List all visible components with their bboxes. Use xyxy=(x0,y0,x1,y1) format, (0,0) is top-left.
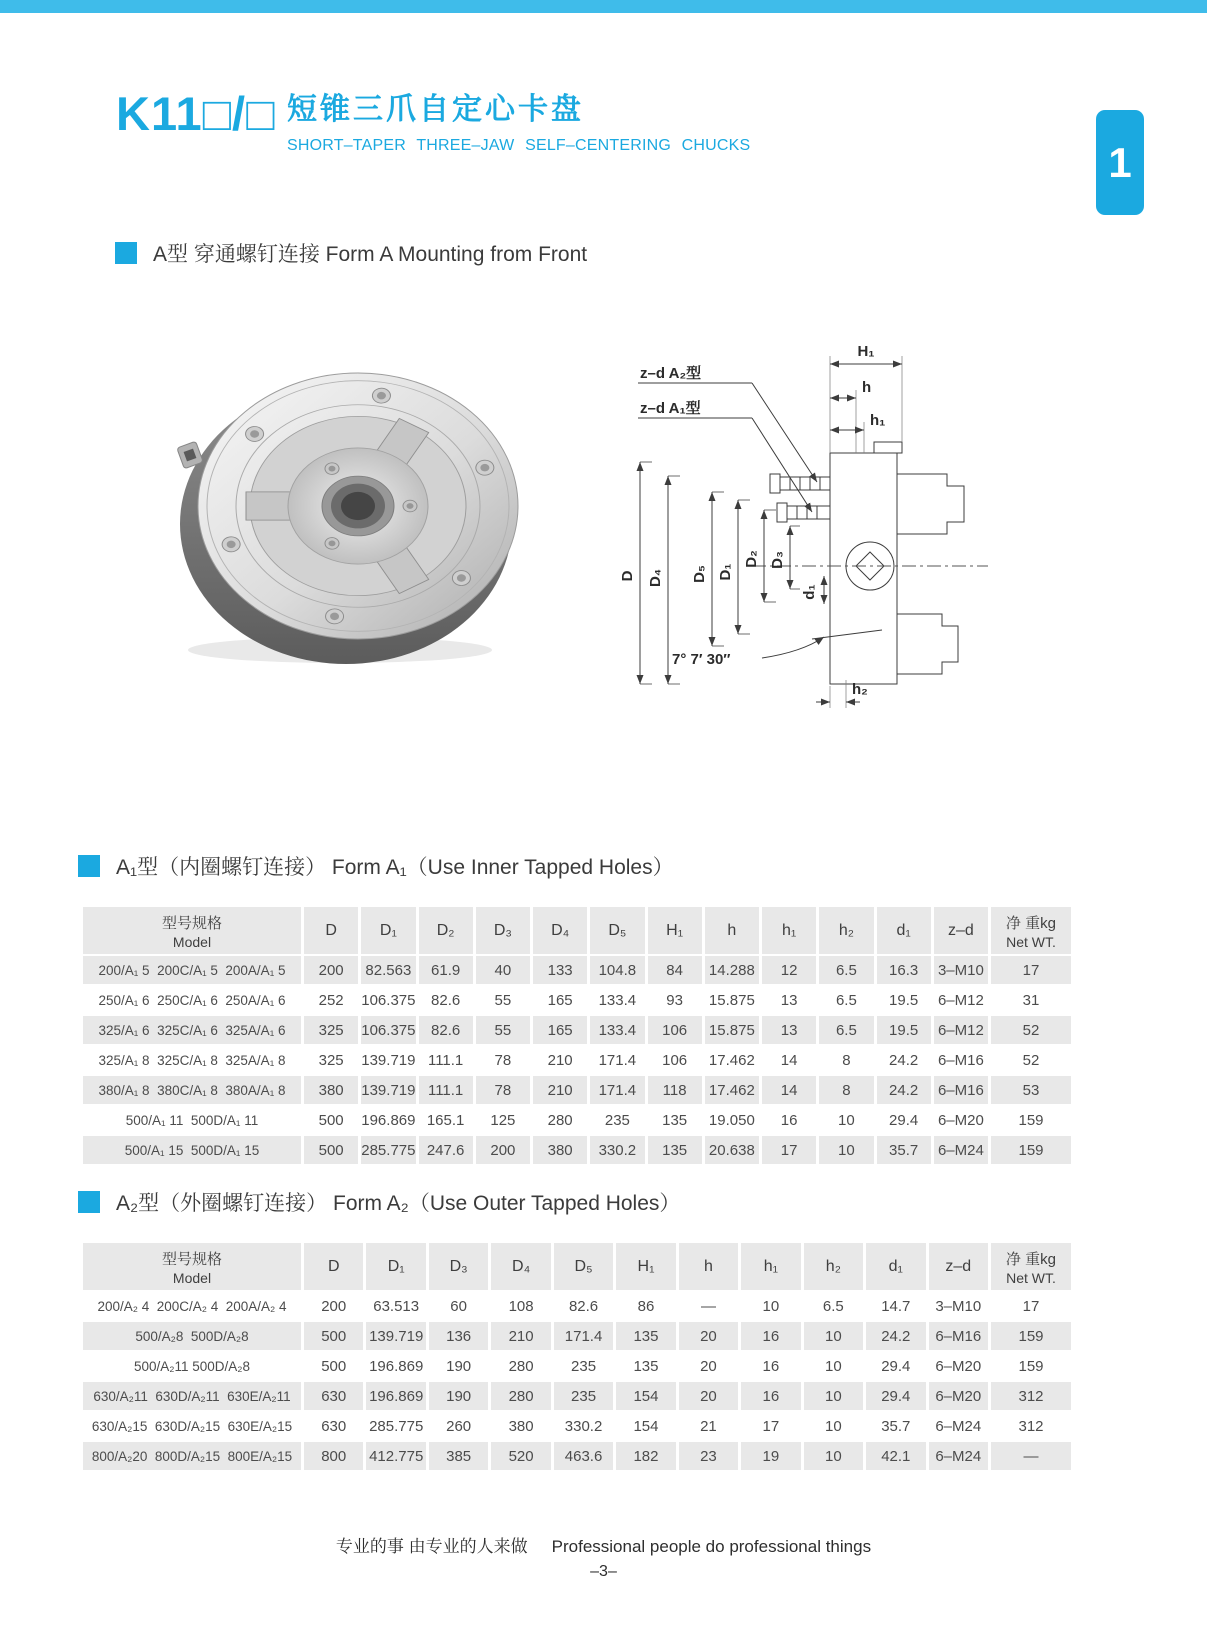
value-cell: 17.462 xyxy=(705,1076,759,1104)
value-cell: 6–M24 xyxy=(934,1136,988,1164)
value-cell: 6.5 xyxy=(819,956,873,984)
dim-label-h: h xyxy=(862,379,872,396)
value-cell: 24.2 xyxy=(877,1046,931,1074)
value-cell: 31 xyxy=(991,986,1071,1014)
value-cell: 3–M10 xyxy=(934,956,988,984)
value-cell: 29.4 xyxy=(877,1106,931,1134)
model-cell: 200/A₂ 4 200C/A₂ 4 200A/A₂ 4 xyxy=(83,1292,301,1320)
column-header: d₁ xyxy=(866,1243,925,1290)
value-cell: 154 xyxy=(616,1412,675,1440)
value-cell: 125 xyxy=(476,1106,530,1134)
section-bullet-icon xyxy=(115,242,137,264)
value-cell: 500 xyxy=(304,1352,363,1380)
model-cell: 800/A₂20 800D/A₂15 800E/A₂15 xyxy=(83,1442,301,1470)
chuck-section-body xyxy=(830,453,897,684)
value-cell: 325 xyxy=(304,1016,358,1044)
value-cell: 42.1 xyxy=(866,1442,925,1470)
value-cell: 55 xyxy=(476,986,530,1014)
value-cell: 40 xyxy=(476,956,530,984)
value-cell: 196.869 xyxy=(366,1382,425,1410)
value-cell: 10 xyxy=(804,1412,863,1440)
mounting-bolt-a2 xyxy=(770,474,830,493)
value-cell: 82.6 xyxy=(419,1016,473,1044)
table-row xyxy=(83,1442,1071,1470)
value-cell: 29.4 xyxy=(866,1352,925,1380)
value-cell: 312 xyxy=(991,1412,1071,1440)
value-cell: 159 xyxy=(991,1352,1071,1380)
value-cell: 78 xyxy=(476,1046,530,1074)
value-cell: 380 xyxy=(533,1136,587,1164)
value-cell: 500 xyxy=(304,1136,358,1164)
value-cell: 86 xyxy=(616,1292,675,1320)
column-header: D₄ xyxy=(491,1243,550,1290)
value-cell: 16 xyxy=(741,1322,800,1350)
value-cell: 171.4 xyxy=(590,1046,644,1074)
value-cell: 111.1 xyxy=(419,1076,473,1104)
section-heading-text: A型 穿通螺钉连接 Form A Mounting from Front xyxy=(153,243,588,266)
value-cell: 463.6 xyxy=(554,1442,613,1470)
value-cell: 23 xyxy=(679,1442,738,1470)
form-a2-table xyxy=(80,1241,1074,1472)
table-row xyxy=(83,1322,1071,1350)
model-cell: 630/A₂15 630D/A₂15 630E/A₂15 xyxy=(83,1412,301,1440)
value-cell: 6–M24 xyxy=(929,1412,988,1440)
value-cell: 200 xyxy=(476,1136,530,1164)
value-cell: 29.4 xyxy=(866,1382,925,1410)
value-cell: 60 xyxy=(429,1292,488,1320)
value-cell: 106.375 xyxy=(361,1016,415,1044)
value-cell: 10 xyxy=(804,1382,863,1410)
value-cell: 104.8 xyxy=(590,956,644,984)
value-cell: 800 xyxy=(304,1442,363,1470)
column-header: h₁ xyxy=(762,907,816,954)
value-cell: 16 xyxy=(741,1382,800,1410)
value-cell: 20 xyxy=(679,1382,738,1410)
product-model-code: K11□/□ xyxy=(116,87,276,140)
model-cell: 325/A₁ 6 325C/A₁ 6 325A/A₁ 6 xyxy=(83,1016,301,1044)
value-cell: 6–M16 xyxy=(929,1322,988,1350)
header-row xyxy=(83,907,1071,954)
value-cell: 52 xyxy=(991,1016,1071,1044)
value-cell: 61.9 xyxy=(419,956,473,984)
column-header: D₅ xyxy=(590,907,644,954)
value-cell: 235 xyxy=(554,1352,613,1380)
value-cell: 84 xyxy=(648,956,702,984)
value-cell: 630 xyxy=(304,1382,363,1410)
value-cell: 159 xyxy=(991,1106,1071,1134)
form-a2-table-body xyxy=(83,1292,1071,1470)
value-cell: 139.719 xyxy=(366,1322,425,1350)
value-cell: 135 xyxy=(648,1106,702,1134)
column-header-weight: 净 重kg Net WT. xyxy=(991,907,1071,954)
value-cell: 35.7 xyxy=(866,1412,925,1440)
value-cell: 17 xyxy=(741,1412,800,1440)
value-cell: 6–M20 xyxy=(929,1352,988,1380)
value-cell: 20 xyxy=(679,1352,738,1380)
model-cell: 500/A₁ 11 500D/A₁ 11 xyxy=(83,1106,301,1134)
value-cell: 10 xyxy=(804,1322,863,1350)
table-row xyxy=(83,1292,1071,1320)
value-cell: — xyxy=(991,1442,1071,1470)
value-cell: 53 xyxy=(991,1076,1071,1104)
value-cell: 136 xyxy=(429,1322,488,1350)
value-cell: 280 xyxy=(533,1106,587,1134)
footer-slogan-chinese: 专业的事 由专业的人来做 xyxy=(335,1537,528,1556)
page-number: –3– xyxy=(590,1563,617,1580)
value-cell: 6–M20 xyxy=(934,1106,988,1134)
technical-drawing xyxy=(612,334,992,724)
value-cell: 200 xyxy=(304,956,358,984)
value-cell: 19.5 xyxy=(877,986,931,1014)
value-cell: 312 xyxy=(991,1382,1071,1410)
page-title xyxy=(287,84,750,155)
value-cell: 235 xyxy=(590,1106,644,1134)
value-cell: 133.4 xyxy=(590,1016,644,1044)
dim-label-D2: D₂ xyxy=(743,550,760,568)
column-header: h xyxy=(705,907,759,954)
column-header: z–d xyxy=(929,1243,988,1290)
section-form-a-heading xyxy=(115,238,587,268)
value-cell: 154 xyxy=(616,1382,675,1410)
value-cell: 171.4 xyxy=(590,1076,644,1104)
table-row xyxy=(83,1016,1071,1044)
value-cell: 139.719 xyxy=(361,1046,415,1074)
value-cell: 280 xyxy=(491,1352,550,1380)
value-cell: 35.7 xyxy=(877,1136,931,1164)
value-cell: 106.375 xyxy=(361,986,415,1014)
value-cell: 52 xyxy=(991,1046,1071,1074)
value-cell: 165 xyxy=(533,986,587,1014)
value-cell: 235 xyxy=(554,1382,613,1410)
column-header: z–d xyxy=(934,907,988,954)
value-cell: 165.1 xyxy=(419,1106,473,1134)
value-cell: 24.2 xyxy=(877,1076,931,1104)
value-cell: 196.869 xyxy=(366,1352,425,1380)
value-cell: 6–M12 xyxy=(934,1016,988,1044)
form-a2-table-head xyxy=(83,1243,1071,1290)
value-cell: 330.2 xyxy=(554,1412,613,1440)
dim-label-H1: H₁ xyxy=(857,343,875,360)
table-row xyxy=(83,1412,1071,1440)
model-cell: 500/A₁ 15 500D/A₁ 15 xyxy=(83,1136,301,1164)
value-cell: 135 xyxy=(616,1352,675,1380)
value-cell: 8 xyxy=(819,1046,873,1074)
value-cell: 385 xyxy=(429,1442,488,1470)
value-cell: 15.875 xyxy=(705,1016,759,1044)
value-cell: 82.6 xyxy=(419,986,473,1014)
value-cell: 17.462 xyxy=(705,1046,759,1074)
model-cell: 380/A₁ 8 380C/A₁ 8 380A/A₁ 8 xyxy=(83,1076,301,1104)
table-row xyxy=(83,1136,1071,1164)
value-cell: 16.3 xyxy=(877,956,931,984)
value-cell: 13 xyxy=(762,1016,816,1044)
section-form-a1-heading xyxy=(78,851,674,881)
value-cell: 210 xyxy=(491,1322,550,1350)
value-cell: 6.5 xyxy=(819,986,873,1014)
column-header: H₁ xyxy=(648,907,702,954)
table-row xyxy=(83,1352,1071,1380)
table-row xyxy=(83,956,1071,984)
value-cell: 8 xyxy=(819,1076,873,1104)
model-cell: 325/A₁ 8 325C/A₁ 8 325A/A₁ 8 xyxy=(83,1046,301,1074)
dim-label-zd-a2: z–d A₂型 xyxy=(640,365,702,382)
column-header: D₂ xyxy=(419,907,473,954)
model-cell: 630/A₂11 630D/A₂11 630E/A₂11 xyxy=(83,1382,301,1410)
value-cell: 14 xyxy=(762,1076,816,1104)
model-cell: 500/A₂11 500D/A₂8 xyxy=(83,1352,301,1380)
value-cell: 78 xyxy=(476,1076,530,1104)
value-cell: 20.638 xyxy=(705,1136,759,1164)
column-header: h xyxy=(679,1243,738,1290)
column-header: D₅ xyxy=(554,1243,613,1290)
value-cell: 21 xyxy=(679,1412,738,1440)
value-cell: 10 xyxy=(741,1292,800,1320)
section-bullet-icon xyxy=(78,855,100,877)
header-row xyxy=(83,1243,1071,1290)
value-cell: 6–M16 xyxy=(934,1046,988,1074)
value-cell: 63.513 xyxy=(366,1292,425,1320)
value-cell: 14 xyxy=(762,1046,816,1074)
chuck-photo xyxy=(158,352,548,672)
value-cell: 210 xyxy=(533,1046,587,1074)
value-cell: 210 xyxy=(533,1076,587,1104)
value-cell: 380 xyxy=(491,1412,550,1440)
section-bullet-icon xyxy=(78,1191,100,1213)
value-cell: 14.288 xyxy=(705,956,759,984)
value-cell: 6.5 xyxy=(819,1016,873,1044)
dim-label-D: D xyxy=(619,570,636,582)
column-header: D₁ xyxy=(366,1243,425,1290)
value-cell: 16 xyxy=(762,1106,816,1134)
form-a1-table-body xyxy=(83,956,1071,1164)
column-header: D₃ xyxy=(429,1243,488,1290)
value-cell: 13 xyxy=(762,986,816,1014)
table-row xyxy=(83,1076,1071,1104)
value-cell: 17 xyxy=(991,1292,1071,1320)
value-cell: 159 xyxy=(991,1136,1071,1164)
value-cell: 82.563 xyxy=(361,956,415,984)
value-cell: 200 xyxy=(304,1292,363,1320)
value-cell: 15.875 xyxy=(705,986,759,1014)
chapter-tab: 1 xyxy=(1096,110,1144,215)
value-cell: 6–M16 xyxy=(934,1076,988,1104)
value-cell: 106 xyxy=(648,1016,702,1044)
column-header: D xyxy=(304,1243,363,1290)
dim-label-h1: h₁ xyxy=(870,412,886,429)
value-cell: 10 xyxy=(804,1442,863,1470)
footer-slogan-english: Professional people do professional things xyxy=(551,1537,872,1556)
table-row xyxy=(83,1046,1071,1074)
value-cell: 135 xyxy=(648,1136,702,1164)
value-cell: 118 xyxy=(648,1076,702,1104)
section-heading-text: A₂型（外圈螺钉连接） Form A₂（Use Outer Tapped Holes） xyxy=(116,1192,681,1215)
column-header: D₄ xyxy=(533,907,587,954)
model-cell: 200/A₁ 5 200C/A₁ 5 200A/A₁ 5 xyxy=(83,956,301,984)
value-cell: 6–M20 xyxy=(929,1382,988,1410)
value-cell: 252 xyxy=(304,986,358,1014)
value-cell: 133.4 xyxy=(590,986,644,1014)
column-header: D₁ xyxy=(361,907,415,954)
value-cell: 106 xyxy=(648,1046,702,1074)
title-english: SHORT–TAPER THREE–JAW SELF–CENTERING CHUCKS xyxy=(287,137,751,154)
dim-label-D5: D₅ xyxy=(691,565,708,583)
value-cell: 159 xyxy=(991,1322,1071,1350)
value-cell: 165 xyxy=(533,1016,587,1044)
value-cell: 16 xyxy=(741,1352,800,1380)
value-cell: 3–M10 xyxy=(929,1292,988,1320)
top-accent-bar xyxy=(0,0,1207,13)
value-cell: 380 xyxy=(304,1076,358,1104)
table-row xyxy=(83,986,1071,1014)
column-header-weight: 净 重kg Net WT. xyxy=(991,1243,1071,1290)
bottom-jaw-section xyxy=(897,614,958,674)
value-cell: 280 xyxy=(491,1382,550,1410)
value-cell: 135 xyxy=(616,1322,675,1350)
value-cell: 190 xyxy=(429,1352,488,1380)
model-cell: 500/A₂8 500D/A₂8 xyxy=(83,1322,301,1350)
value-cell: 190 xyxy=(429,1382,488,1410)
value-cell: 6.5 xyxy=(804,1292,863,1320)
center-bore xyxy=(341,492,375,520)
value-cell: 111.1 xyxy=(419,1046,473,1074)
column-header-model: 型号规格 Model xyxy=(83,907,301,954)
dim-label-D1: D₁ xyxy=(717,563,734,581)
value-cell: 20 xyxy=(679,1322,738,1350)
mounting-bolt-a1 xyxy=(777,503,830,522)
value-cell: 171.4 xyxy=(554,1322,613,1350)
value-cell: 19.050 xyxy=(705,1106,759,1134)
column-header: h₁ xyxy=(741,1243,800,1290)
value-cell: 247.6 xyxy=(419,1136,473,1164)
value-cell: 10 xyxy=(804,1352,863,1380)
value-cell: 12 xyxy=(762,956,816,984)
table-row xyxy=(83,1106,1071,1134)
value-cell: 108 xyxy=(491,1292,550,1320)
column-header: h₂ xyxy=(804,1243,863,1290)
top-jaw-section xyxy=(897,474,964,534)
dim-label-angle: 7° 7′ 30″ xyxy=(672,651,731,668)
value-cell: 17 xyxy=(762,1136,816,1164)
dim-label-d1: d₁ xyxy=(801,584,818,600)
value-cell: 19.5 xyxy=(877,1016,931,1044)
value-cell: 93 xyxy=(648,986,702,1014)
value-cell: 412.775 xyxy=(366,1442,425,1470)
value-cell: 10 xyxy=(819,1106,873,1134)
value-cell: 24.2 xyxy=(866,1322,925,1350)
value-cell: 285.775 xyxy=(366,1412,425,1440)
dim-label-D4: D₄ xyxy=(647,569,664,587)
value-cell: 520 xyxy=(491,1442,550,1470)
column-header: D₃ xyxy=(476,907,530,954)
title-chinese: 短锥三爪自定心卡盘 xyxy=(287,93,584,126)
value-cell: — xyxy=(679,1292,738,1320)
value-cell: 10 xyxy=(819,1136,873,1164)
form-a1-table xyxy=(80,905,1074,1166)
value-cell: 500 xyxy=(304,1322,363,1350)
value-cell: 6–M12 xyxy=(934,986,988,1014)
value-cell: 17 xyxy=(991,956,1071,984)
dim-label-h2: h₂ xyxy=(852,681,868,698)
value-cell: 82.6 xyxy=(554,1292,613,1320)
table-row xyxy=(83,1382,1071,1410)
value-cell: 196.869 xyxy=(361,1106,415,1134)
value-cell: 500 xyxy=(304,1106,358,1134)
value-cell: 14.7 xyxy=(866,1292,925,1320)
value-cell: 325 xyxy=(304,1046,358,1074)
value-cell: 55 xyxy=(476,1016,530,1044)
value-cell: 6–M24 xyxy=(929,1442,988,1470)
value-cell: 260 xyxy=(429,1412,488,1440)
value-cell: 330.2 xyxy=(590,1136,644,1164)
form-a1-table-head xyxy=(83,907,1071,954)
value-cell: 133 xyxy=(533,956,587,984)
column-header: D xyxy=(304,907,358,954)
dim-label-D3: D₃ xyxy=(769,551,786,569)
dim-label-zd-a1: z–d A₁型 xyxy=(640,400,701,417)
column-header-model: 型号规格 Model xyxy=(83,1243,301,1290)
section-heading-text: A₁型（内圈螺钉连接） Form A₁（Use Inner Tapped Holes） xyxy=(116,856,674,879)
value-cell: 630 xyxy=(304,1412,363,1440)
column-header: H₁ xyxy=(616,1243,675,1290)
value-cell: 139.719 xyxy=(361,1076,415,1104)
column-header: d₁ xyxy=(877,907,931,954)
value-cell: 182 xyxy=(616,1442,675,1470)
column-header: h₂ xyxy=(819,907,873,954)
section-form-a2-heading xyxy=(78,1187,680,1217)
footer-slogan xyxy=(0,1532,1207,1557)
value-cell: 285.775 xyxy=(361,1136,415,1164)
value-cell: 19 xyxy=(741,1442,800,1470)
model-cell: 250/A₁ 6 250C/A₁ 6 250A/A₁ 6 xyxy=(83,986,301,1014)
